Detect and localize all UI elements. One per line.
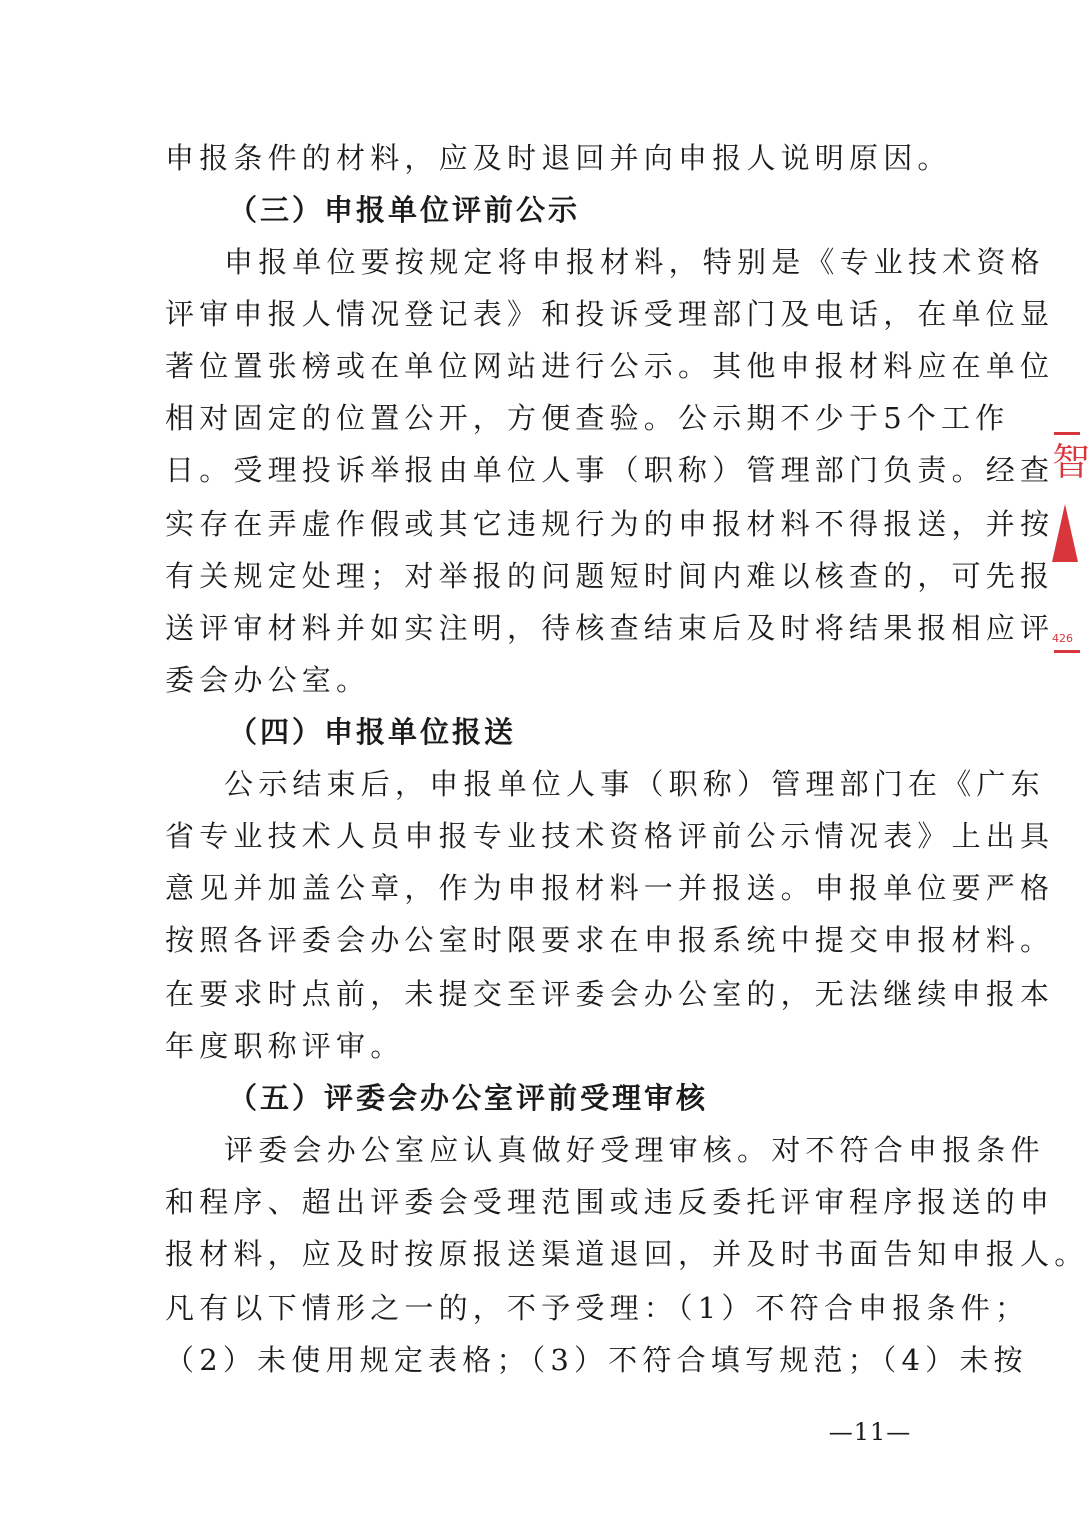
body-line: 有关规定处理；对举报的问题短时间内难以核查的，可先报 bbox=[165, 559, 1055, 593]
section-heading-4: （四）申报单位报送 bbox=[228, 715, 517, 749]
body-line: 委会办公室。 bbox=[165, 663, 371, 697]
body-line: 公示结束后，申报单位人事（职称）管理部门在《广东 bbox=[224, 767, 1045, 801]
section-heading-5: （五）评委会办公室评前受理审核 bbox=[228, 1081, 709, 1115]
bookmark-rule bbox=[1054, 432, 1080, 435]
body-line: 评审申报人情况登记表》和投诉受理部门及电话，在单位显 bbox=[165, 297, 1055, 331]
section-heading-3: （三）申报单位评前公示 bbox=[228, 193, 581, 227]
body-line: 和程序、超出评委会受理范围或违反委托评审程序报送的申 bbox=[165, 1185, 1055, 1219]
body-line: 相对固定的位置公开，方便查验。公示期不少于5个工作 bbox=[165, 401, 1010, 435]
bookmark-triangle-icon bbox=[1052, 504, 1078, 562]
body-line: 年度职称评审。 bbox=[165, 1029, 405, 1063]
body-line: （2）未使用规定表格；（3）不符合填写规范；（4）未按 bbox=[165, 1343, 1028, 1377]
body-line: 著位置张榜或在单位网站进行公示。其他申报材料应在单位 bbox=[165, 349, 1055, 383]
bookmark-char: 智 bbox=[1052, 440, 1090, 484]
page-number: —11— bbox=[828, 1418, 912, 1446]
body-line: 送评审材料并如实注明，待核查结束后及时将结果报相应评 bbox=[165, 611, 1055, 645]
body-line: 实存在弄虚作假或其它违规行为的申报材料不得报送，并按 bbox=[165, 507, 1055, 541]
body-line: 评委会办公室应认真做好受理审核。对不符合申报条件 bbox=[224, 1133, 1045, 1167]
body-line: 日。受理投诉举报由单位人事（职称）管理部门负责。经查 bbox=[165, 453, 1055, 487]
body-line: 申报条件的材料，应及时退回并向申报人说明原因。 bbox=[165, 141, 952, 175]
bookmark-number: 426 bbox=[1052, 632, 1073, 645]
body-line: 按照各评委会办公室时限要求在申报系统中提交申报材料。 bbox=[165, 923, 1055, 957]
bookmark-rule bbox=[1054, 650, 1080, 653]
body-line: 在要求时点前，未提交至评委会办公室的，无法继续申报本 bbox=[165, 977, 1055, 1011]
body-line: 凡有以下情形之一的，不予受理：（1）不符合申报条件； bbox=[165, 1291, 1030, 1325]
body-line: 申报单位要按规定将申报材料，特别是《专业技术资格 bbox=[224, 245, 1045, 279]
side-bookmark bbox=[1050, 432, 1090, 656]
body-line: 报材料，应及时按原报送渠道退回，并及时书面告知申报人。 bbox=[165, 1237, 1089, 1271]
body-line: 意见并加盖公章，作为申报材料一并报送。申报单位要严格 bbox=[165, 871, 1055, 905]
body-line: 省专业技术人员申报专业技术资格评前公示情况表》上出具 bbox=[165, 819, 1055, 853]
